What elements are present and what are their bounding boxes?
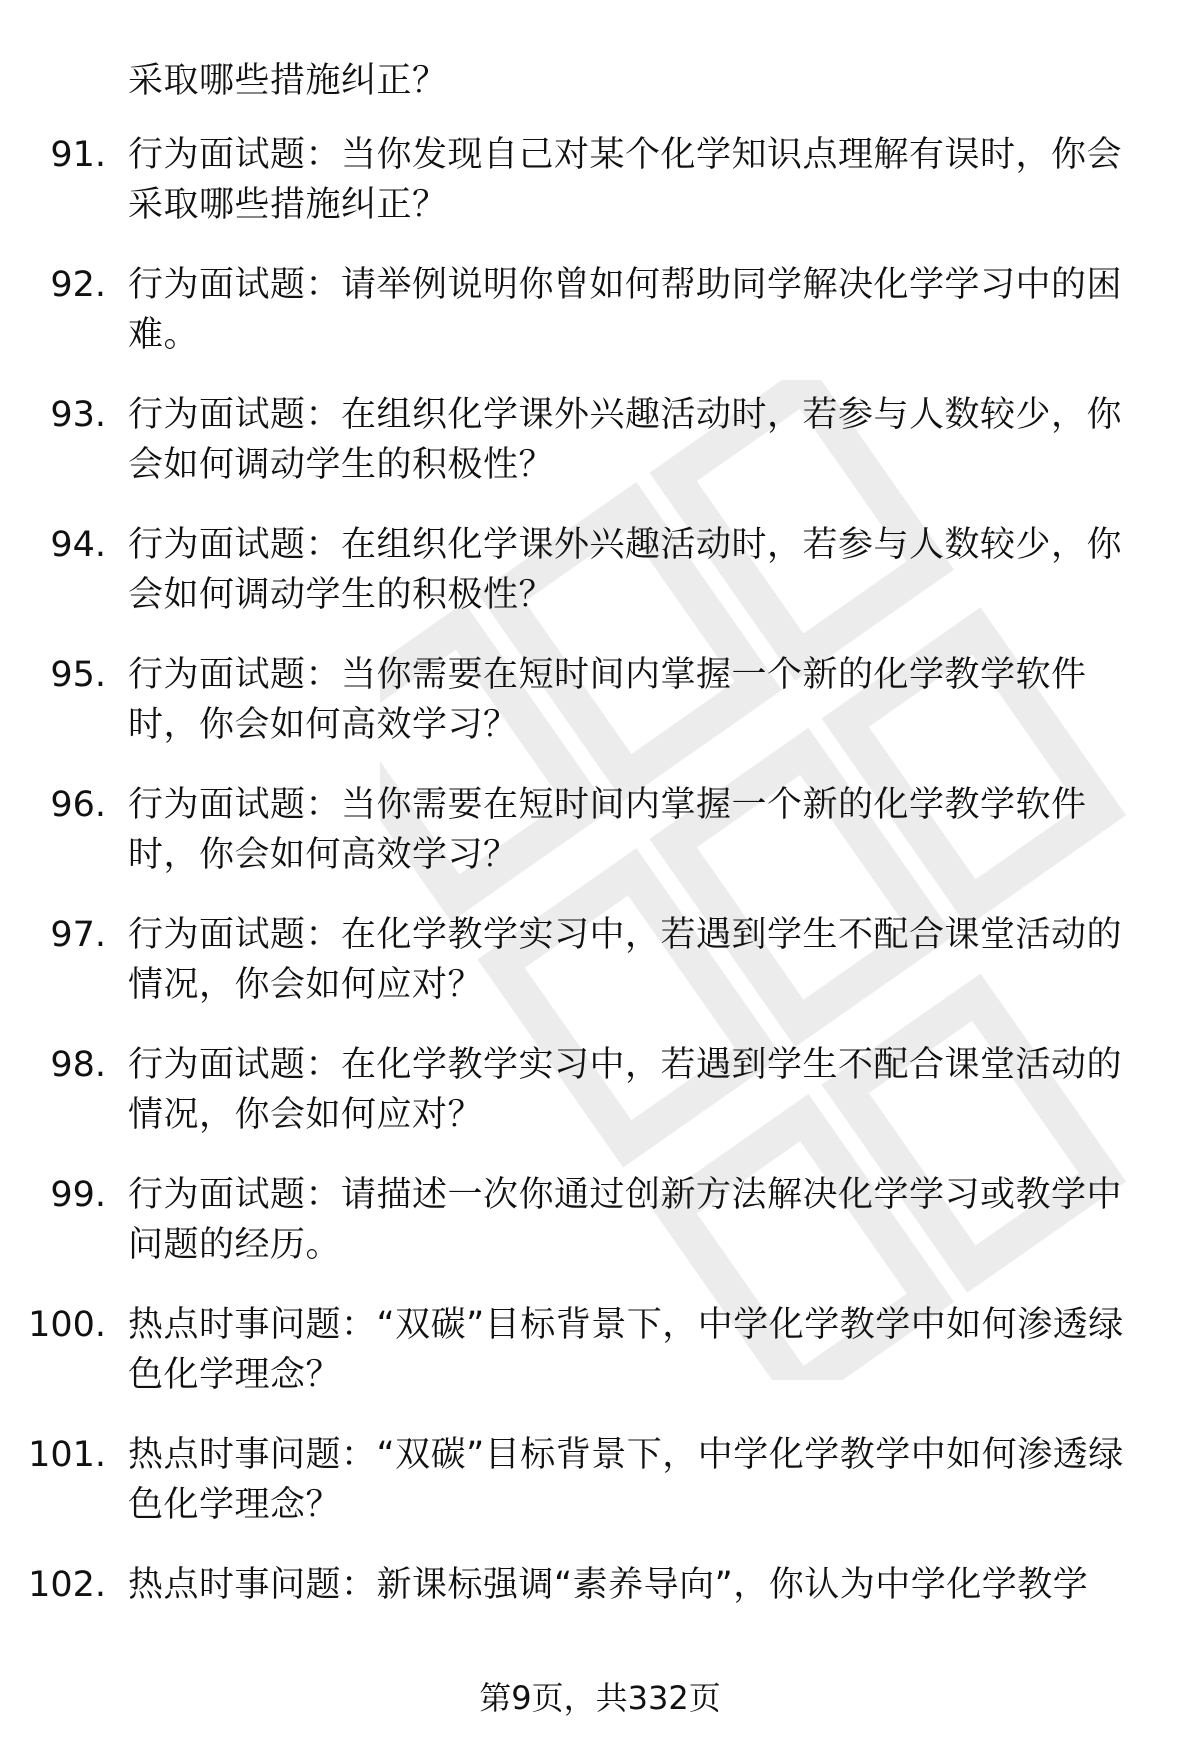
list-item — [0, 520, 1200, 630]
item-number: 102. — [28, 1565, 106, 1605]
item-text: 行为面试题：当你需要在短时间内掌握一个新的化学教学软件时，你会如何高效学习？ — [128, 785, 1087, 875]
item-text: 热点时事问题：“双碳”目标背景下，中学化学教学中如何渗透绿色化学理念？ — [128, 1305, 1124, 1395]
item-number: 101. — [28, 1435, 106, 1475]
item-text: 行为面试题：请描述一次你通过创新方法解决化学学习或教学中问题的经历。 — [128, 1175, 1123, 1265]
list-item — [0, 1560, 1200, 1620]
list-item — [0, 390, 1200, 500]
item-number: 99. — [50, 1175, 106, 1215]
item-number: 95. — [50, 655, 106, 695]
list-item — [0, 650, 1200, 760]
item-text: 热点时事问题：“双碳”目标背景下，中学化学教学中如何渗透绿色化学理念？ — [128, 1435, 1124, 1525]
item-number: 92. — [50, 265, 106, 305]
item-text: 行为面试题：在化学教学实习中，若遇到学生不配合课堂活动的情况，你会如何应对？ — [128, 1045, 1123, 1135]
item-text: 热点时事问题：新课标强调“素养导向”，你认为中学化学教学 — [128, 1565, 1089, 1605]
item-text: 行为面试题：请举例说明你曾如何帮助同学解决化学学习中的困难。 — [128, 265, 1123, 355]
list-item — [0, 1300, 1200, 1410]
item-number: 93. — [50, 395, 106, 435]
list-item — [0, 1430, 1200, 1540]
list-item — [0, 1040, 1200, 1150]
list-item — [0, 780, 1200, 890]
item-text: 行为面试题：在化学教学实习中，若遇到学生不配合课堂活动的情况，你会如何应对？ — [128, 915, 1123, 1005]
item-number: 96. — [50, 785, 106, 825]
item-number: 91. — [50, 135, 106, 175]
list-item — [0, 910, 1200, 1020]
item-number: 97. — [50, 915, 106, 955]
item-text: 行为面试题：在组织化学课外兴趣活动时，若参与人数较少，你会如何调动学生的积极性？ — [128, 525, 1123, 615]
list-item — [0, 1170, 1200, 1280]
item-number: 100. — [28, 1305, 106, 1345]
list-item — [0, 130, 1200, 240]
item-text: 行为面试题：在组织化学课外兴趣活动时，若参与人数较少，你会如何调动学生的积极性？ — [128, 395, 1123, 485]
page-footer: 第9页，共332页 — [479, 1679, 721, 1717]
item-number: 98. — [50, 1045, 106, 1085]
continuation-text: 采取哪些措施纠正？ — [128, 61, 448, 101]
item-number: 94. — [50, 525, 106, 565]
item-text: 行为面试题：当你发现自己对某个化学知识点理解有误时，你会采取哪些措施纠正？ — [128, 135, 1123, 225]
item-text: 行为面试题：当你需要在短时间内掌握一个新的化学教学软件时，你会如何高效学习？ — [128, 655, 1087, 745]
list-item — [0, 260, 1200, 370]
